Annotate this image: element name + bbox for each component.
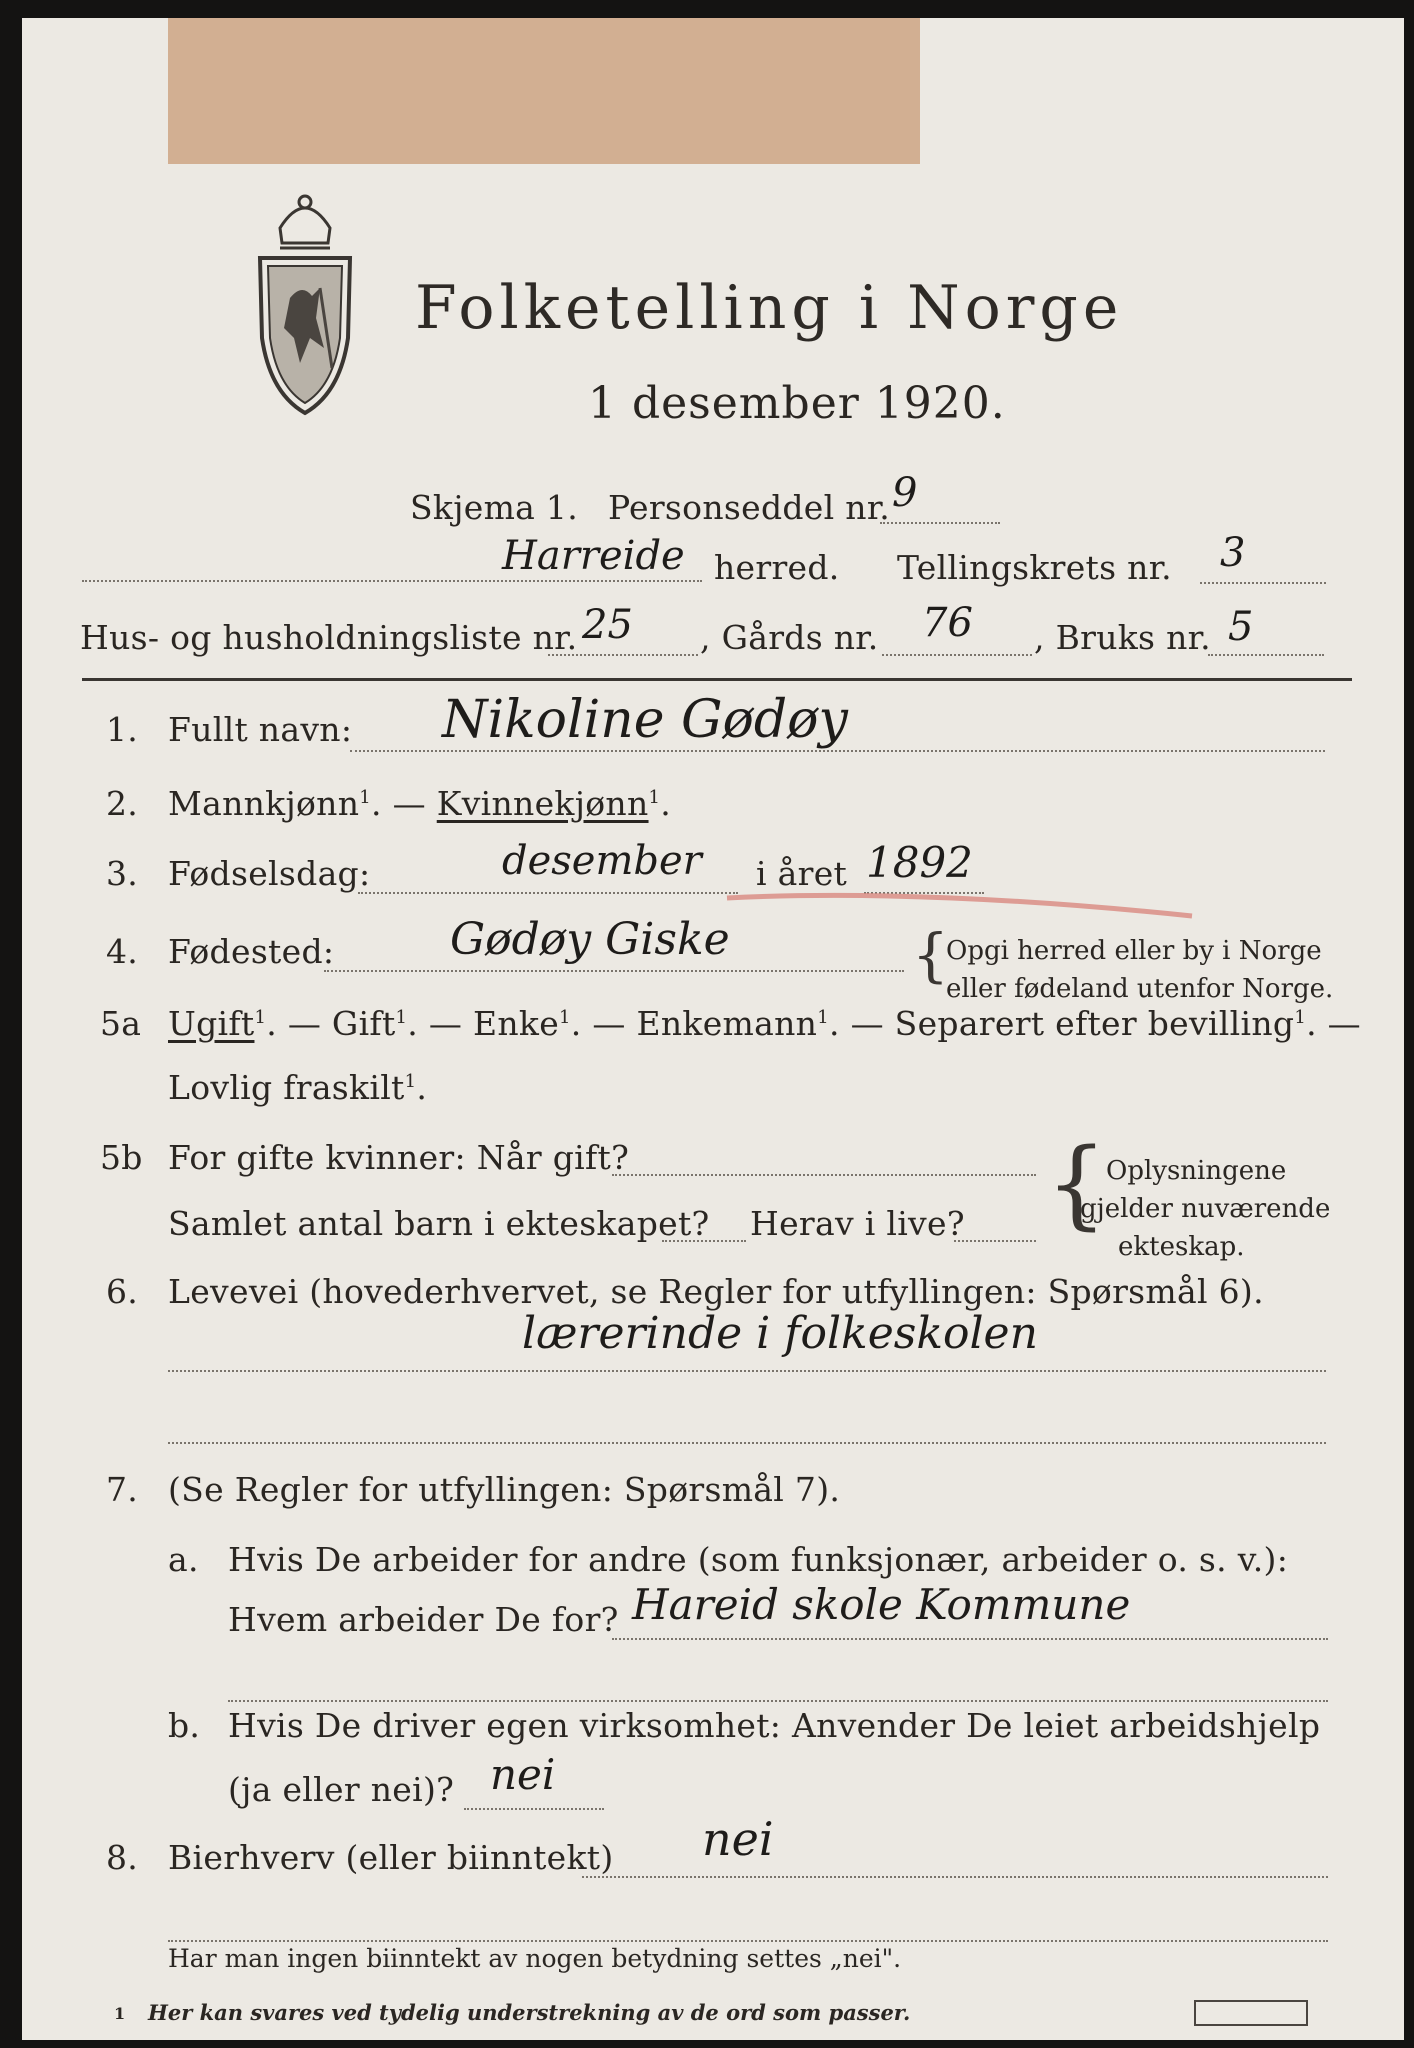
gards-value: 76 [922,600,973,646]
footnote-ref: 1 [1294,1007,1307,1028]
census-date: 1 desember 1920. [588,378,1006,429]
gards-field-line [882,654,1032,656]
footnote-ref: 1 [817,1007,829,1028]
q5a-option-separert: — Separert efter bevilling [839,1004,1295,1043]
q4-field-line [324,970,904,972]
footnote-ref: 1 [404,1071,417,1092]
q8-field-line-2 [168,1940,1328,1942]
q4-birthplace-value: Gødøy Giske [450,914,730,965]
footnote-ref: 1 [359,787,372,808]
q7b-line1: Hvis De driver egen virksomhet: Anvender De leiet arbeidshjelp [228,1706,1321,1745]
q8-value: nei [702,1812,774,1866]
personseddel-label: Personseddel nr. [608,488,891,527]
q7a-field-line-1 [612,1638,1328,1640]
q2-separator: — [381,784,437,823]
q6-label: Levevei (hovederhvervet, se Regler for utfyllingen: Spørsmål 6). [168,1272,1264,1311]
q4-brace: { [912,921,949,989]
tellingskrets-label: Tellingskrets nr. [897,548,1172,587]
q6-field-line-1 [168,1370,1326,1372]
q5b-number: 5b [100,1138,143,1177]
q8-number: 8. [106,1838,139,1877]
q5a-option-enkemann: — Enkemann [581,1004,818,1043]
q5a-option-ugift: Ugift [168,1004,255,1043]
q5a-dot: . [828,1004,840,1043]
footnote-mark: 1 [114,2004,126,2023]
q7b-letter: b. [168,1706,201,1745]
q3-birthday-value: desember [502,838,702,884]
q7a-field-line-2 [228,1700,1328,1702]
q2-number: 2. [106,784,139,823]
coat-of-arms-icon [250,188,360,418]
footnote-ref: 1 [648,787,661,808]
q4-number: 4. [106,932,139,971]
q5b-married-field-line [612,1174,1036,1176]
red-pencil-mark [722,878,1202,928]
q5a-dot: . [407,1004,419,1043]
tellingskrets-value: 3 [1220,530,1246,576]
q5a-dot: . [570,1004,582,1043]
printer-stamp [1194,2000,1308,2026]
q7a-employer-value: Hareid skole Kommune [632,1580,1131,1629]
q5a-dot: . [266,1004,278,1043]
q5a-dash-end: . — [1306,1004,1361,1043]
q5b-note-line1: Oplysningene [1106,1156,1287,1186]
q5b-line1: For gifte kvinner: Når gift? [168,1138,630,1177]
q4-note-line2: eller fødeland utenfor Norge. [946,974,1334,1004]
q2-dot: . [371,784,382,823]
q4-label: Fødested: [168,932,335,971]
q5b-note-line3: ekteskap. [1118,1232,1245,1262]
q7b-line2: (ja eller nei)? [228,1770,455,1809]
q5a-number: 5a [100,1004,142,1043]
header-divider [82,678,1352,681]
gards-label: , Gårds nr. [700,618,879,657]
tellingskrets-field-line [1200,582,1326,584]
q5a-options-line2 [168,1068,427,1107]
q2-female-option: Kvinnekjønn [436,784,649,823]
q7b-value: nei [490,1750,556,1799]
footnote-text: Her kan svares ved tydelig understrekning av de ord som passer. [148,2000,911,2025]
q8-label: Bierhverv (eller biinntekt) [168,1838,614,1877]
footnote-ref: 1 [254,1007,267,1028]
adhesive-tape [168,18,920,164]
q5a-option-gift: — Gift [277,1004,396,1043]
bruks-label: , Bruks nr. [1034,618,1211,657]
footnote-ref: 1 [559,1007,571,1028]
q7-number: 7. [106,1470,139,1509]
q7a-letter: a. [168,1540,199,1579]
q8-field-line-1 [582,1876,1328,1878]
q2-male-option: Mannkjønn [168,784,360,823]
bruks-value: 5 [1228,604,1254,650]
hus-value: 25 [582,602,633,648]
q5b-note-line2: gjelder nuværende [1080,1194,1331,1224]
q3-number: 3. [106,854,139,893]
q3-day-field-line [358,892,738,894]
footnote-ref: 1 [395,1007,408,1028]
bruks-field-line [1208,654,1324,656]
q3-year-label: i året [756,854,848,893]
q5b-children-field-line [662,1240,746,1242]
q6-field-line-2 [168,1442,1326,1444]
q1-full-name: Nikoline Gødøy [442,690,848,750]
q5b-line2a: Samlet antal barn i ekteskapet? [168,1204,710,1243]
q5a-option-enke: — Enke [418,1004,560,1043]
census-form-page [22,18,1404,2040]
q7-label: (Se Regler for utfyllingen: Spørsmål 7). [168,1470,841,1509]
hus-label: Hus- og husholdningsliste nr. [80,618,578,657]
q2-gender [168,784,671,823]
q5a-option-fraskilt: Lovlig fraskilt [168,1068,405,1107]
q1-field-line [350,750,1325,752]
herred-label: herred. [714,548,840,587]
hus-field-line [548,654,698,656]
personseddel-field-line [880,522,1000,524]
q5a-dot: . [416,1068,428,1107]
footer-note: Har man ingen biinntekt av nogen betydning settes „nei". [168,1944,902,1973]
q2-dot: . [660,784,672,823]
q6-occupation-value: lærerinde i folkeskolen [522,1308,1038,1359]
herred-field-line [82,580,702,582]
q3-year-value: 1892 [866,838,973,887]
q6-number: 6. [106,1272,139,1311]
q1-number: 1. [106,710,139,749]
q5b-line2b: Herav i live? [750,1204,965,1243]
q7a-line2: Hvem arbeider De for? [228,1600,619,1639]
herred-value: Harreide [502,533,685,579]
skjema-label: Skjema 1. [410,488,579,527]
q5b-brace: { [1046,1128,1108,1240]
q7b-field-line [464,1808,604,1810]
form-title: Folketelling i Norge [415,273,1124,343]
q1-label: Fullt navn: [168,710,353,749]
q4-note-line1: Opgi herred eller by i Norge [946,936,1322,966]
q3-label: Fødselsdag: [168,854,371,893]
q5b-alive-field-line [954,1240,1036,1242]
personseddel-value: 9 [892,470,918,516]
q7a-line1: Hvis De arbeider for andre (som funksjonær, arbeider o. s. v.): [228,1540,1289,1579]
q5a-options-line1 [168,1004,1361,1043]
